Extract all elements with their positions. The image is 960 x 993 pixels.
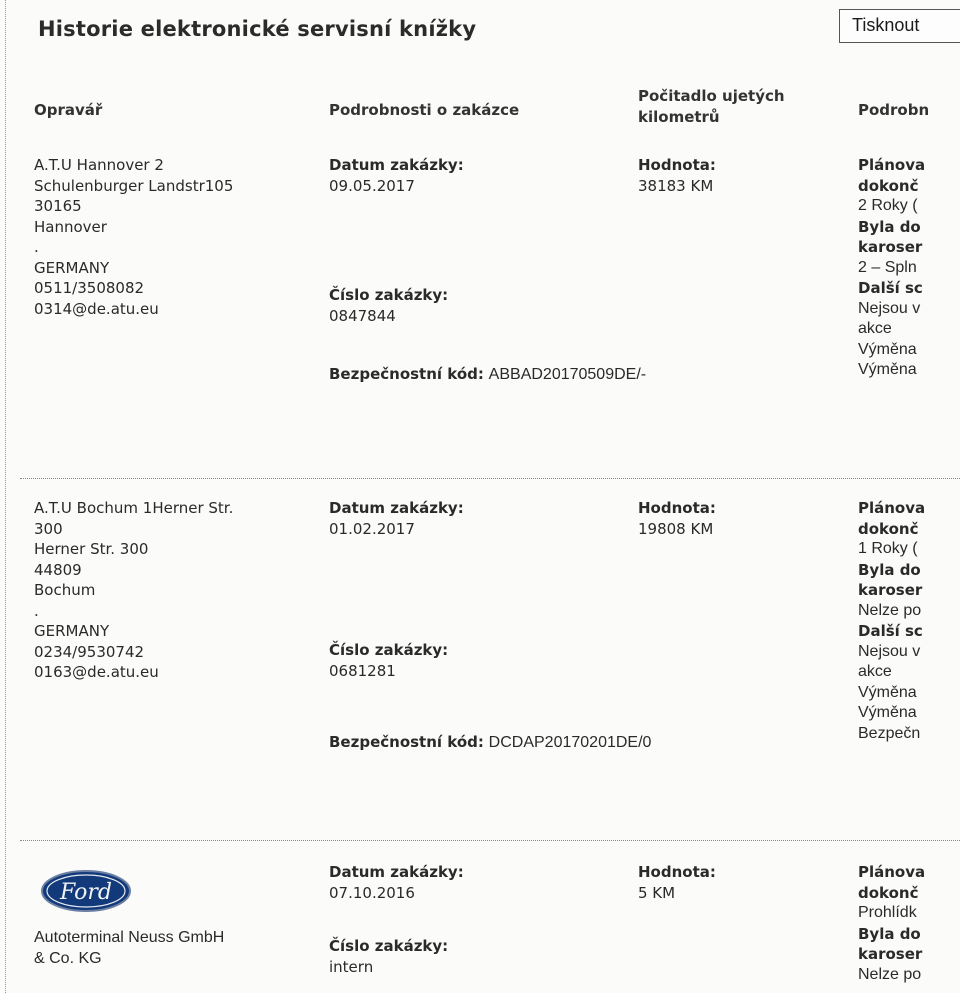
record-1-order-date [329,155,464,196]
order-date-label: Datum zakázky: [329,156,464,174]
repairer-country: GERMANY [34,622,110,640]
details-line: Nelze po [858,601,922,619]
repairer-zip: 30165 [34,197,82,215]
details-line: akce [858,663,892,680]
details-line: dokonč [858,176,919,195]
details-line: Plánova [858,499,926,517]
repairer-zip: 44809 [34,560,82,579]
left-border [5,0,6,993]
record-separator [20,840,960,841]
details-line: akce [858,320,892,337]
details-line: Prohlídk [858,904,917,921]
repairer-name: A.T.U Bochum 1Herner Str. [34,499,234,517]
order-number-label: Číslo zakázky: [329,937,449,955]
odometer-value: 38183 KM [638,176,714,195]
details-line: Další sc [858,279,923,297]
record-1-repairer [34,155,233,319]
repairer-city: Hannover [34,217,107,236]
record-separator [20,478,960,479]
repairer-city: Bochum [34,581,96,599]
details-line: Nelze po [858,965,922,983]
column-header-odometer [638,86,785,128]
repairer-region: . [34,238,39,256]
record-2-repairer [34,498,233,683]
record-1-order-number [329,285,448,326]
record-1-security-code [329,364,646,386]
odometer-label: Hodnota: [638,863,716,881]
record-2-odometer [638,498,716,539]
repairer-name-cont: & Co. KG [34,949,102,967]
repairer-name: A.T.U Hannover 2 [34,156,164,174]
record-3-order-number [329,936,448,977]
print-button[interactable]: Tisknout [839,9,960,43]
repairer-street: Schulenburger Landstr105 [34,176,234,195]
record-3-order-date [329,862,464,903]
column-header-repairer: Opravář [34,101,103,119]
column-header-odometer-line1: Počitadlo ujetých [638,87,785,105]
ford-logo-text: Ford [60,880,112,905]
details-line: 2 – Spln [858,258,917,276]
record-2-details [858,498,925,744]
odometer-value: 19808 KM [638,519,714,538]
details-line: Bezpečn [858,724,921,742]
order-number-value: intern [329,957,374,976]
details-line: dokonč [858,883,919,902]
repairer-email: 0314@de.atu.eu [34,299,159,318]
column-header-odometer-line2: kilometrů [638,108,720,126]
repairer-region: . [34,601,39,620]
record-3-details [858,862,925,985]
repairer-street: Herner Str. 300 [34,540,149,558]
record-2-order-date [329,498,464,539]
order-number-value: 0681281 [329,661,396,680]
repairer-email: 0163@de.atu.eu [34,663,159,681]
record-3-repairer [34,928,224,969]
odometer-value: 5 KM [638,883,676,902]
record-3-odometer [638,862,716,903]
details-line: Byla do [858,217,921,236]
record-2-security-code [329,732,651,754]
details-line: Výměna [858,683,917,701]
order-number-label: Číslo zakázky: [329,641,449,659]
order-date-value: 07.10.2016 [329,883,415,902]
details-line: Výměna [858,704,917,721]
order-date-value: 01.02.2017 [329,519,415,538]
details-line: 2 Roky ( [858,197,918,214]
details-line: karoser [858,581,923,599]
details-line: 1 Roky ( [858,540,918,557]
repairer-phone: 0234/9530742 [34,642,145,661]
details-line: Výměna [858,361,917,378]
ford-logo [40,868,132,914]
details-line: karoser [858,238,923,256]
security-code-value: DCDAP20170201DE/0 [488,734,652,751]
security-code-label: Bezpečnostní kód: [329,733,484,751]
details-line: Plánova [858,863,926,881]
security-code-value: ABBAD20170509DE/- [488,366,647,383]
details-line: dokonč [858,519,919,538]
details-line: karoser [858,945,923,963]
repairer-name-cont: 300 [34,519,63,538]
order-number-value: 0847844 [329,306,396,325]
column-header-order-details: Podrobnosti o zakázce [329,101,520,119]
order-date-value: 09.05.2017 [329,176,415,195]
record-1-odometer [638,155,716,196]
order-date-label: Datum zakázky: [329,499,464,517]
security-code-label: Bezpečnostní kód: [329,365,484,383]
column-header-details: Podrobn [858,101,930,119]
order-number-label: Číslo zakázky: [329,286,449,304]
record-1-details [858,155,925,381]
repairer-country: GERMANY [34,258,110,277]
details-line: Nejsou v [858,642,921,660]
details-line: Nejsou v [858,299,921,317]
odometer-label: Hodnota: [638,499,716,517]
repairer-phone: 0511/3508082 [34,279,145,297]
order-date-label: Datum zakázky: [329,863,464,881]
record-2-order-number [329,640,448,681]
odometer-label: Hodnota: [638,156,716,174]
page-title: Historie elektronické servisní knížky [38,17,477,41]
details-line: Byla do [858,924,921,943]
details-line: Byla do [858,560,921,579]
details-line: Další sc [858,622,923,640]
repairer-name: Autoterminal Neuss GmbH [34,929,225,946]
details-line: Výměna [858,340,917,358]
details-line: Plánova [858,156,926,174]
